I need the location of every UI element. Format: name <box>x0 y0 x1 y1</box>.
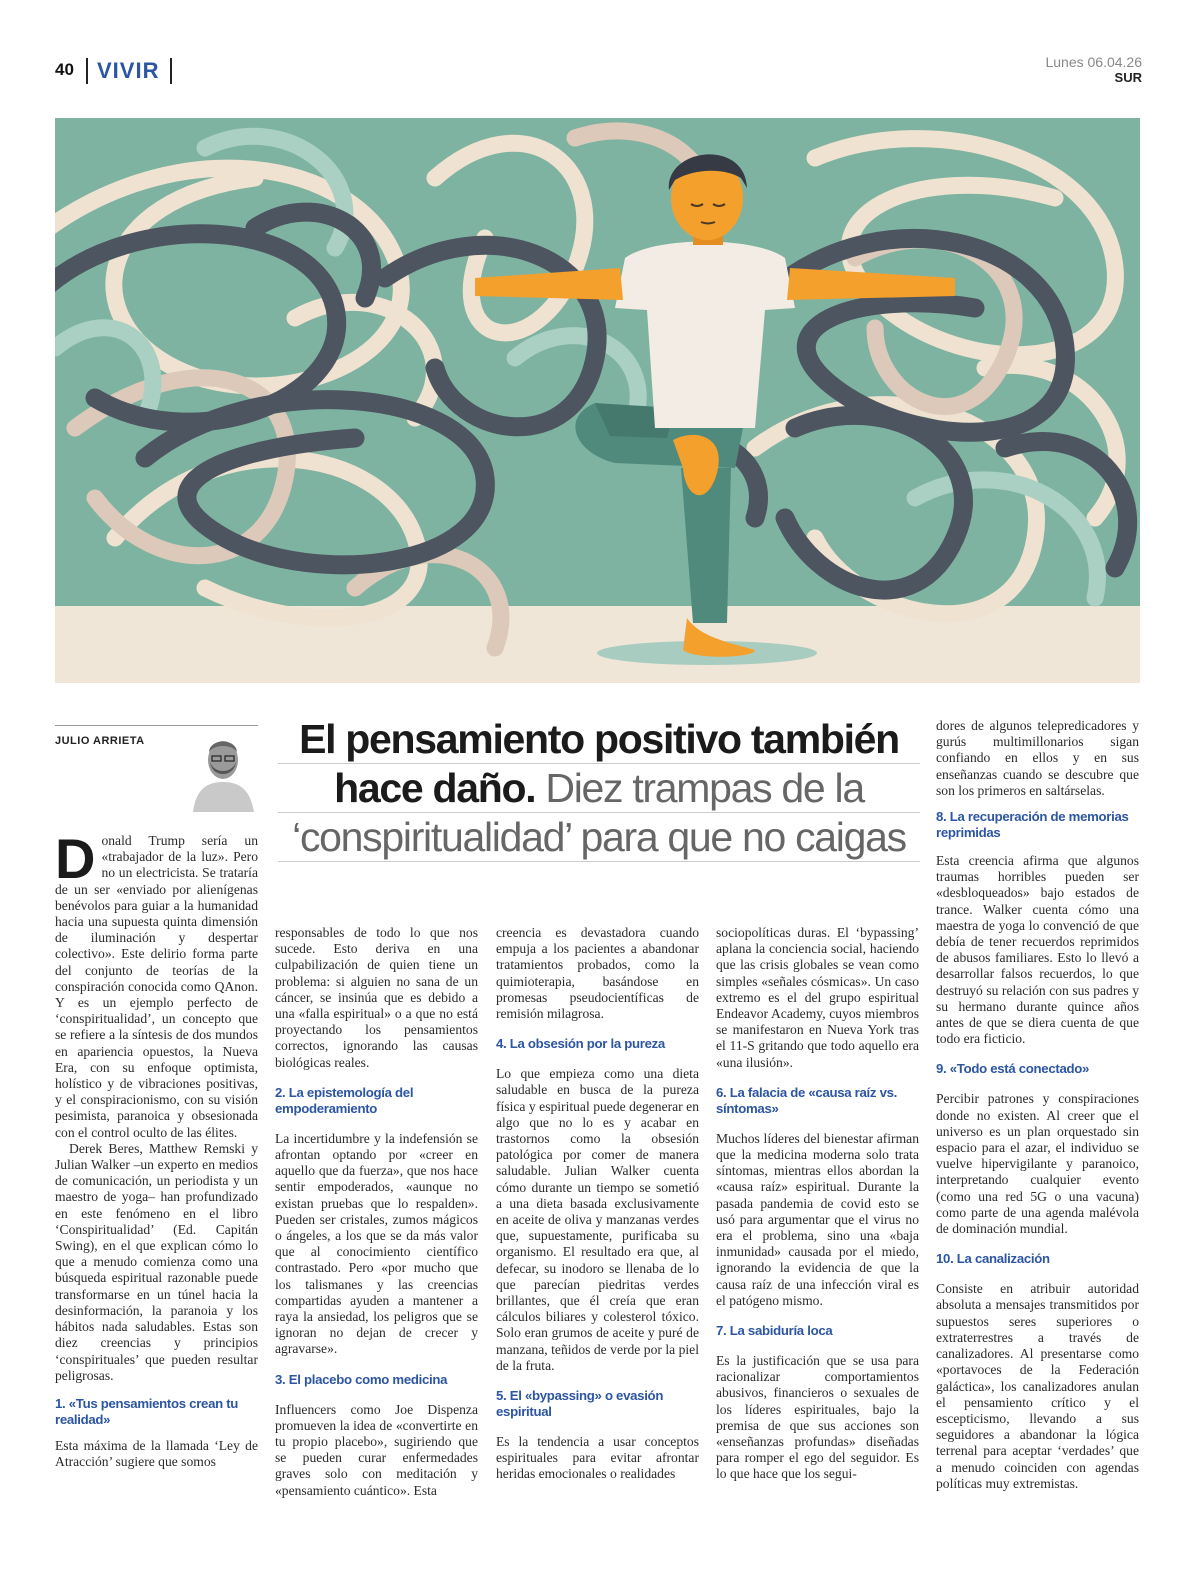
paragraph: Es la tendencia a usar conceptos espirituales para evitar afrontar heridas emocionales o realidades <box>496 1434 699 1482</box>
subhead-5: 5. El «bypassing» o evasión espiritual <box>496 1388 664 1420</box>
publication-name: SUR <box>1114 70 1142 85</box>
subhead-6: 6. La falacia de «causa raíz vs. síntomas» <box>716 1084 898 1116</box>
subhead-2: 2. La epistemología del empoderamiento <box>275 1084 414 1116</box>
main-illustration <box>55 118 1140 683</box>
paragraph: Esta máxima de la llamada ‘Ley de Atracción’ sugiere que somos <box>55 1437 258 1470</box>
subhead-3: 3. El placebo como medicina <box>275 1371 448 1387</box>
subhead-4: 4. La obsesión por la pureza <box>496 1036 665 1052</box>
subhead-1: 1. «Tus pensamientos crean tu realidad» <box>55 1395 239 1427</box>
paragraph: Percibir patrones y conspiraciones donde no existen. Al creer que el universo es un plan orquestado sin espacio para el azar, el individuo se vuelve hipervigilante y paranoico, interpretando cualquier evento (como una red 5G o una vacuna) como parte de una agenda malévola de dominación mundial. <box>936 1091 1139 1237</box>
article-column-2 <box>275 925 478 1499</box>
section-title: VIVIR <box>97 58 160 83</box>
paragraph: responsables de todo lo que nos sucede. Esto deriva en una culpabilización de quien tiene un problema: si alguien no sana de un cáncer, se insinúa que es debido a una «falla espiritual» o a que no está proyectando los pensamientos correctos, ignorando las causas biológicas reales. <box>275 925 478 1070</box>
paragraph: creencia es devastadora cuando empuja a los pacientes a abandonar tratamientos probados, como la quimioterapia, basándose en promesas pseudocientíficas de remisión milagrosa. <box>496 925 699 1022</box>
header-divider <box>86 58 88 84</box>
headline-line-2 <box>278 764 920 813</box>
byline-rule <box>55 725 258 726</box>
intro-text: onald Trump sería un «trabajador de la luz». Pero no un electricista. Se trataría de un ser «enviado por alienígenas benévolos para guiar a la humanidad hacia una supuesta quinta dimensión de iluminación y despertar colectivo». Este delirio forma parte del conjunto de teorías de la conspiración conocida como QAnon. Y es un ejemplo perfecto de ‘conspiritualidad’, un concepto que se refiere a la síntesis de dos mundos en apariencia opuestos, la Nueva Era, con su enfoque optimista, holístico y de vibraciones positivas, y el conspiracionismo, con su visión pesimista, paranoica y obsesionada con el control oculto de las élites. <box>55 833 258 1140</box>
paragraph: Consiste en atribuir autoridad absoluta a mensajes transmitidos por supuestos seres superiores o extraterrestres a través de canalizadores. Al presentarse como «portavoces de la Federación galáctica», los canalizadores anulan el pensamiento crítico y el escepticismo, llevando a sus seguidores a abandonar la lógica terrenal para aceptar ‘verdades’ que a menudo coinciden con agendas políticas muy extremistas. <box>936 1281 1139 1491</box>
subhead-8: 8. La recuperación de memorias reprimidas <box>936 809 1129 841</box>
author-name: JULIO ARRIETA <box>55 735 145 747</box>
drop-cap: D <box>55 827 96 890</box>
headline-subtitle-part: Diez trampas de la <box>545 765 864 811</box>
paragraph: Muchos líderes del bienestar afirman que la medicina moderna solo trata síntomas, mientras ellos abordan la «causa raíz» espiritual. Durante la pasada pandemia de covid esto se usó para argumentar que el virus no era el problema, sino una «baja inmunidad» causada por el miedo, ignorando la evidencia de que la causa raíz de una infección viral es el patógeno mismo. <box>716 1130 919 1308</box>
subhead-7: 7. La sabiduría loca <box>716 1323 833 1339</box>
paragraph: Es la justificación que se usa para racionalizar comportamientos abusivos, financieros o sexuales de los líderes espirituales, bajo la premisa de que sus acciones son «enseñanzas profundas» diseñadas para romper el ego del seguidor. Es lo que hace que los segui- <box>716 1353 919 1482</box>
article-column-4 <box>716 925 919 1483</box>
headline-line-1: El pensamiento positivo también <box>278 715 920 764</box>
paragraph: La incertidumbre y la indefensión se afrontan optando por «creer en aquello que da fuerza», que nos hace sentir empoderados, «aunque no existan pruebas que lo respalden». Pueden ser cristales, zumos mágicos o ángeles, a los que se da más valor que al conocimiento científico contrastado. Pero «por mucho que los talismanes y las creencias compartidas ayuden a mantener a raya la ansiedad, los peligros que se ignoran no dejan de crecer y agravarse». <box>275 1130 478 1357</box>
page-number: 40 <box>55 60 74 79</box>
article-column-3 <box>496 925 699 1483</box>
date-block <box>1045 55 1142 85</box>
author-avatar <box>188 728 258 812</box>
headline-bold-part: hace daño. <box>334 765 536 811</box>
paragraph: Lo que empieza como una dieta saludable en busca de la pureza física y espiritual puede degenerar en algo que no lo es y acabar en trastornos como la obsesión patológica por comer de manera saludable. Julian Walker cuenta cómo durante un tiempo se sometió a una dieta basada exclusivamente en aceite de oliva y manzanas verdes que, supuestamente, purificaba su organismo. El resultado era que, al defecar, su inodoro se llenaba de lo que parecían piedritas verdes brillantes, que él creía que eran cálculos biliares y colesterol tóxico. Solo eran grumos de aceite y puré de manzana, teñidos de verde por la piel de la fruta. <box>496 1066 699 1373</box>
headline-line-3: ‘conspiritualidad’ para que no caigas <box>278 813 920 862</box>
man-in-tree-pose-icon <box>55 118 1140 683</box>
paragraph: Derek Beres, Matthew Remski y Julian Walker –un experto en medios de comunicación, un periodista y un maestro de yoga– han profundizado en este fenómeno en el libro ‘Conspiritualidad’ (Ed. Capitán Swing), en el que explican cómo lo que a menudo comienza como una búsqueda espiritual razonable puede transformarse en un túnel hacia la desinformación, la paranoia y los hábitos nada saludables. Estas son diez creencias y principios ‘conspirituales’ que pueden resultar peligrosas. <box>55 1140 258 1383</box>
article-column-1 <box>55 827 258 1470</box>
paragraph: sociopolíticas duras. El ‘bypassing’ aplana la conciencia social, haciendo que las crisis globales se vean como simples «señales cósmicas». Un caso extremo es el del grupo espiritual Endeavor Academy, cuyos miembros se manifestaron en Nueva York tras el 11-S gritando que todo aquello era «una ilusión». <box>716 925 919 1070</box>
paragraph: dores de algunos telepredicadores y gurús multimillonarios sigan confiando en ellos y en sus enseñanzas cuando se descubre que son los primeros en saltárselas. <box>936 718 1139 798</box>
subhead-10: 10. La canalización <box>936 1251 1050 1267</box>
headline <box>278 715 920 862</box>
paragraph: Esta creencia afirma que algunos traumas horribles pueden ser «desbloqueados» bajo estados de trance. Walker cuenta cómo una maestra de yoga lo convenció de que debía de tener recuerdos reprimidos de abusos familiares. Esto lo llevó a desarrollar falsos recuerdos, lo que destruyó su relación con sus padres y su hermano durante quince años antes de que se diera cuenta de que todo era ficticio. <box>936 853 1139 1047</box>
header-divider <box>170 58 172 84</box>
intro-paragraph <box>55 827 258 1141</box>
paragraph: Influencers como Joe Dispenza promueven la idea de «convertirte en tu propio placebo», sugiriendo que se pueden curar enfermedades graves solo con meditación y «pensamiento cuántico». Esta <box>275 1401 478 1498</box>
subhead-9: 9. «Todo está conectado» <box>936 1061 1090 1077</box>
article-column-5 <box>936 718 1139 1492</box>
issue-date: Lunes 06.04.26 <box>1045 54 1142 70</box>
